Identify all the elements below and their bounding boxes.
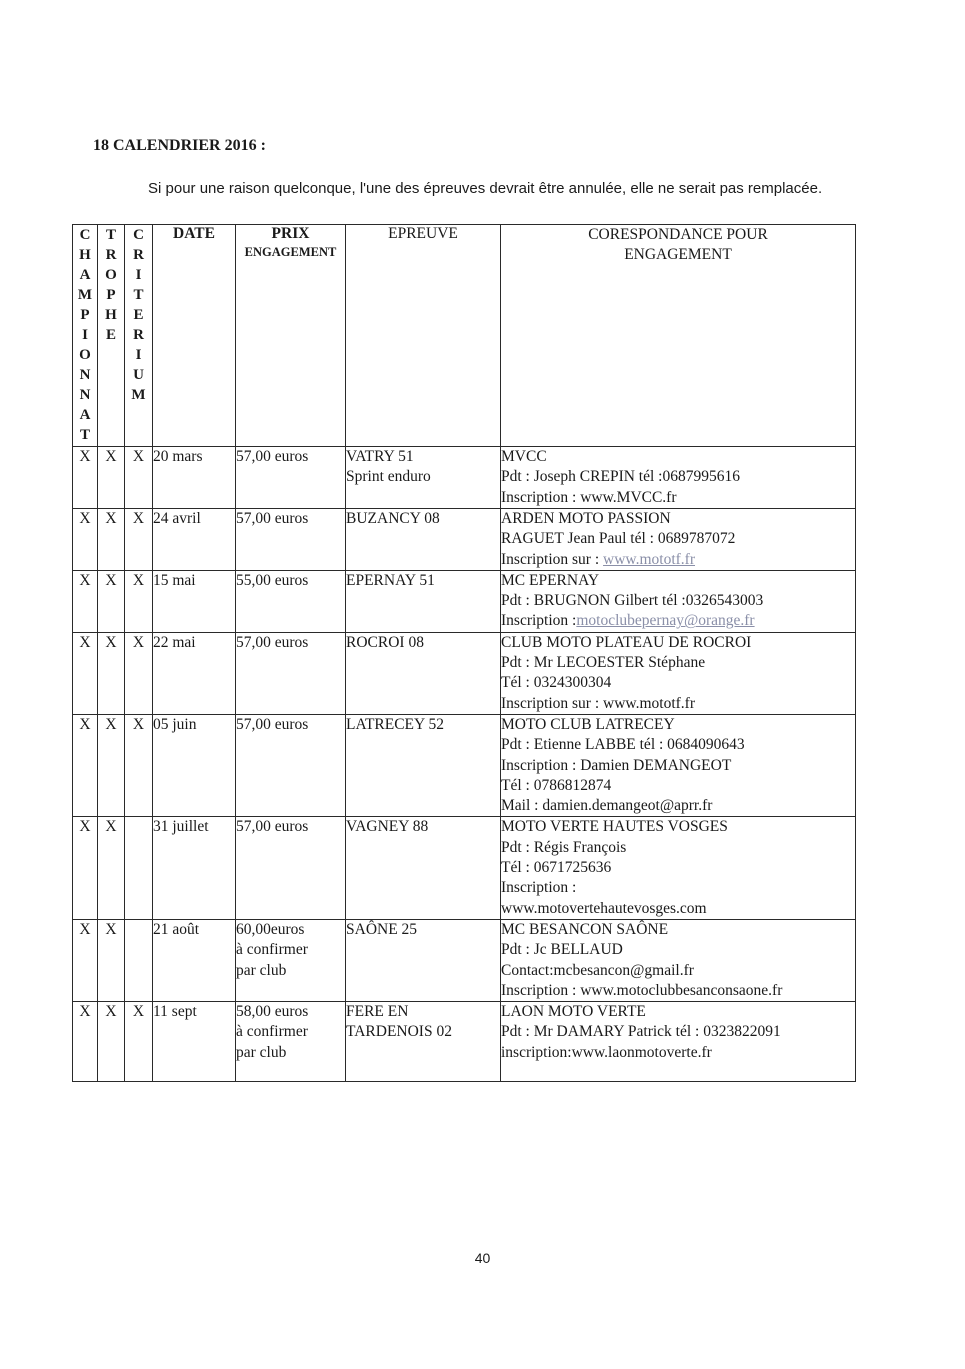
entry-fee-line: 57,00 euros: [236, 510, 309, 527]
event-date: 15 mai: [153, 570, 236, 632]
contact-info-line: MVCC: [501, 448, 547, 465]
section-title: 18 CALENDRIER 2016 :: [93, 137, 266, 154]
entry-fee: [236, 509, 346, 571]
event-date: 31 juillet: [153, 817, 236, 919]
event-date: 22 mai: [153, 632, 236, 714]
event-name: [346, 817, 501, 919]
mark-c2: X: [98, 632, 125, 714]
event-date: 05 juin: [153, 714, 236, 816]
mark-c1: X: [73, 632, 98, 714]
entry-fee: [236, 1002, 346, 1082]
event-name: [346, 509, 501, 571]
table-row: [73, 817, 856, 919]
trophee-letter: O: [105, 267, 117, 283]
contact-info-line: ARDEN MOTO PASSION: [501, 510, 671, 527]
event-name-line: LATRECEY 52: [346, 715, 445, 733]
trophee-letter: P: [106, 287, 116, 303]
header-championnat: [73, 225, 98, 447]
entry-fee: [236, 714, 346, 816]
trophee-letter: H: [105, 307, 117, 323]
championnat-letter: P: [80, 307, 90, 323]
mark-c1: X: [73, 447, 98, 509]
contact-info: [501, 570, 856, 632]
table-row: [73, 1002, 856, 1082]
contact-info-line: [501, 550, 855, 570]
header-prix-label: PRIX: [271, 225, 310, 242]
entry-fee: [236, 570, 346, 632]
contact-info-line: Pdt : BRUGNON Gilbert tél :0326543003: [501, 592, 764, 610]
mark-c2: X: [98, 509, 125, 571]
contact-info-line: Pdt : Etienne LABBE tél : 0684090643: [501, 736, 745, 754]
contact-info-line: RAGUET Jean Paul tél : 0689787072: [501, 530, 736, 548]
mark-c1: X: [73, 570, 98, 632]
event-name-line: VAGNEY 88: [346, 818, 429, 836]
entry-fee-line: 57,00 euros: [236, 715, 309, 733]
event-name-line: Sprint enduro: [346, 468, 431, 486]
contact-info: [501, 1002, 856, 1082]
mark-c3: [125, 817, 153, 919]
contact-info-line: MOTO CLUB LATRECEY: [501, 715, 675, 733]
entry-fee-line: à confirmer: [236, 1023, 308, 1041]
inscription-link[interactable]: motoclubepernay@orange.fr: [576, 612, 755, 630]
championnat-letter: H: [79, 247, 91, 263]
entry-fee-line: par club: [236, 1043, 287, 1061]
championnat-letter: O: [79, 347, 91, 363]
contact-info: [501, 714, 856, 816]
trophee-letter: R: [105, 247, 117, 263]
championnat-letter: I: [82, 327, 88, 343]
header-prix: [236, 225, 346, 447]
mark-c1: X: [73, 1002, 98, 1082]
contact-info-line: Inscription : www.MVCC.fr: [501, 488, 677, 506]
event-name: [346, 447, 501, 509]
header-criterium: [125, 225, 153, 447]
trophee-letter: E: [105, 327, 116, 343]
event-name: [346, 714, 501, 816]
mark-c3: X: [125, 632, 153, 714]
contact-info-line: www.motovertehautevosges.com: [501, 899, 707, 917]
championnat-letter: T: [79, 427, 90, 443]
criterium-letter: T: [133, 287, 144, 303]
event-name-line: EPERNAY 51: [346, 571, 435, 589]
mark-c3: X: [125, 570, 153, 632]
mark-c2: X: [98, 447, 125, 509]
table-row: [73, 570, 856, 632]
championnat-letter: A: [79, 267, 91, 283]
table-row: [73, 447, 856, 509]
header-corr-line1: CORESPONDANCE POUR: [588, 226, 768, 243]
trophee-letter: T: [105, 227, 116, 243]
criterium-letter: U: [133, 367, 144, 383]
championnat-letter: M: [77, 287, 93, 303]
entry-fee-line: 57,00 euros: [236, 448, 309, 465]
entry-fee: [236, 817, 346, 919]
event-name: [346, 919, 501, 1001]
event-name-line: ROCROI 08: [346, 633, 424, 651]
contact-info-line: MOTO VERTE HAUTES VOSGES: [501, 818, 728, 836]
entry-fee-line: 57,00 euros: [236, 818, 309, 836]
contact-info-line: Tél : 0786812874: [501, 776, 612, 794]
criterium-letter: E: [133, 307, 144, 323]
cancellation-notice: Si pour une raison quelconque, l'une des épreuves devrait être annulée, elle ne serait pas remplacée.: [148, 180, 823, 197]
table-row: [73, 714, 856, 816]
contact-info-line: Contact:mcbesancon@gmail.fr: [501, 961, 694, 979]
event-name: [346, 570, 501, 632]
mark-c1: X: [73, 509, 98, 571]
calendar-table: [72, 224, 856, 1082]
entry-fee-line: par club: [236, 961, 287, 979]
mark-c2: X: [98, 1002, 125, 1082]
event-name: [346, 1002, 501, 1082]
mark-c1: X: [73, 919, 98, 1001]
contact-info: [501, 447, 856, 509]
header-row: [73, 225, 856, 447]
mark-c2: X: [98, 570, 125, 632]
event-date: 21 août: [153, 919, 236, 1001]
criterium-letter: M: [131, 387, 146, 403]
event-name-line: BUZANCY 08: [346, 510, 440, 527]
contact-info-line: Tél : 0671725636: [501, 859, 612, 877]
entry-fee-line: 58,00 euros: [236, 1003, 309, 1021]
page-number: 40: [474, 1250, 491, 1266]
championnat-letter: N: [79, 387, 91, 403]
contact-info-line: MC EPERNAY: [501, 571, 600, 589]
contact-info-line: Pdt : Mr DAMARY Patrick tél : 0323822091: [501, 1023, 781, 1041]
table-row: [73, 919, 856, 1001]
contact-info: [501, 817, 856, 919]
entry-fee-line: à confirmer: [236, 941, 308, 959]
criterium-letter: I: [135, 347, 142, 363]
contact-info: [501, 509, 856, 571]
contact-info: [501, 632, 856, 714]
event-date: 11 sept: [153, 1002, 236, 1082]
mark-c1: X: [73, 714, 98, 816]
event-date: 20 mars: [153, 447, 236, 509]
mark-c2: X: [98, 714, 125, 816]
mark-c3: [125, 919, 153, 1001]
contact-info-line: Pdt : Régis François: [501, 838, 627, 856]
criterium-letter: R: [133, 247, 144, 263]
entry-fee: [236, 919, 346, 1001]
header-epreuve: EPREUVE: [346, 225, 501, 447]
entry-fee: [236, 447, 346, 509]
event-name-line: FERE EN: [346, 1003, 409, 1021]
contact-info-line: CLUB MOTO PLATEAU DE ROCROI: [501, 633, 752, 651]
contact-info-line: [501, 611, 855, 631]
event-date: 24 avril: [153, 509, 236, 571]
inscription-label: Inscription sur :: [501, 550, 604, 568]
championnat-letter: C: [79, 227, 91, 243]
contact-info-line: Inscription : www.motoclubbesanconsaone.fr: [501, 981, 783, 999]
criterium-letter: C: [133, 227, 144, 243]
contact-info-line: Tél : 0324300304: [501, 674, 612, 692]
header-date: DATE: [153, 225, 236, 447]
header-corr-line2: ENGAGEMENT: [624, 246, 732, 263]
contact-info-line: LAON MOTO VERTE: [501, 1003, 646, 1021]
event-name-line: SAÔNE 25: [346, 920, 418, 938]
mark-c3: X: [125, 447, 153, 509]
championnat-letter: N: [79, 367, 91, 383]
contact-info: [501, 919, 856, 1001]
table-row: [73, 509, 856, 571]
event-name-line: TARDENOIS 02: [346, 1023, 452, 1041]
header-correspondance: [501, 225, 856, 447]
event-name-line: VATRY 51: [346, 448, 414, 465]
entry-fee: [236, 632, 346, 714]
entry-fee-line: 57,00 euros: [236, 633, 309, 651]
contact-info-line: Pdt : Joseph CREPIN tél :0687995616: [501, 468, 740, 486]
championnat-letter: A: [79, 407, 91, 423]
contact-info-line: inscription:www.laonmotoverte.fr: [501, 1043, 712, 1061]
inscription-link[interactable]: www.mototf.fr: [603, 550, 696, 568]
criterium-letter: R: [133, 327, 144, 343]
contact-info-line: Inscription :: [501, 879, 577, 897]
mark-c2: X: [98, 919, 125, 1001]
header-prix-sub: ENGAGEMENT: [244, 245, 337, 259]
entry-fee-line: 60,00euros: [236, 920, 305, 938]
table-row: [73, 632, 856, 714]
event-name: [346, 632, 501, 714]
mark-c3: X: [125, 1002, 153, 1082]
contact-info-line: Pdt : Jc BELLAUD: [501, 941, 623, 959]
contact-info-line: Pdt : Mr LECOESTER Stéphane: [501, 654, 706, 672]
entry-fee-line: 55,00 euros: [236, 571, 309, 589]
contact-info-line: MC BESANCON SAÔNE: [501, 920, 669, 938]
mark-c1: X: [73, 817, 98, 919]
contact-info-line: Inscription : Damien DEMANGEOT: [501, 756, 732, 774]
inscription-label: Inscription :: [501, 612, 577, 630]
criterium-letter: I: [135, 267, 142, 283]
mark-c3: X: [125, 509, 153, 571]
header-trophee: [98, 225, 125, 447]
mark-c3: X: [125, 714, 153, 816]
mark-c2: X: [98, 817, 125, 919]
contact-info-line: Inscription sur : www.mototf.fr: [501, 694, 696, 712]
contact-info-line: Mail : damien.demangeot@aprr.fr: [501, 797, 713, 815]
